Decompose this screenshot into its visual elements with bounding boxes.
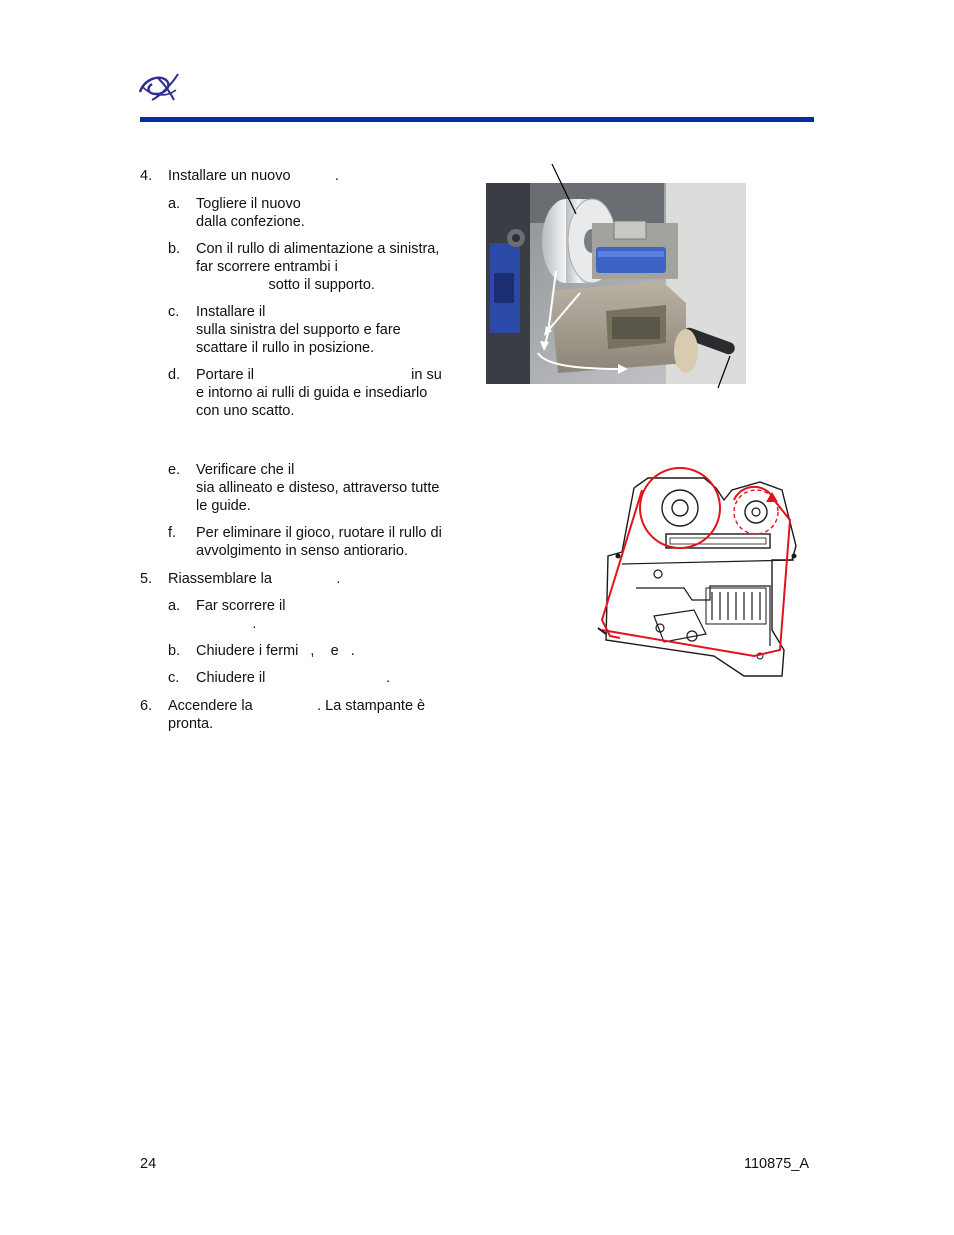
step-number: 5.: [140, 571, 153, 587]
printer-mechanism-photo: [486, 183, 746, 384]
substep-text: far scorrere entrambi i: [196, 259, 338, 275]
step-text: Riassemblare la .: [168, 571, 341, 587]
substep-text: Verificare che il: [196, 462, 295, 478]
substep-text: sotto il supporto.: [196, 277, 375, 293]
ribbon-path-diagram: [594, 460, 806, 682]
substep-letter: a.: [168, 598, 181, 614]
substep-letter: b.: [168, 241, 181, 257]
substep-text: avvolgimento in senso antiorario.: [196, 543, 408, 559]
page-number: 24: [140, 1156, 157, 1172]
substep-text: le guide.: [196, 498, 251, 514]
substep-text: Chiudere i fermi , e .: [196, 643, 355, 659]
step-text: Installare un nuovo .: [168, 168, 339, 184]
substep-text: Con il rullo di alimentazione a sinistra,: [196, 241, 440, 257]
substep-letter: e.: [168, 462, 181, 478]
substep-letter: c.: [168, 304, 180, 320]
document-code: 110875_A: [744, 1156, 810, 1172]
substep-text: Chiudere il .: [196, 670, 391, 686]
substep-text: Installare il: [196, 304, 266, 320]
step-number: 4.: [140, 168, 153, 184]
substep-text: sia allineato e disteso, attraverso tutte: [196, 480, 440, 496]
header-rule: [140, 117, 814, 122]
substep-letter: c.: [168, 670, 180, 686]
substep-text: scattare il rullo in posizione.: [196, 340, 375, 356]
step-text: pronta.: [168, 716, 214, 732]
step-text: Accendere la . La stampante è: [168, 698, 426, 714]
substep-text: e intorno ai rulli di guida e insediarlo: [196, 385, 428, 401]
substep-text: con uno scatto.: [196, 403, 295, 419]
substep-letter: f.: [168, 525, 177, 541]
step-number: 6.: [140, 698, 153, 714]
company-logo-icon: [136, 70, 182, 104]
substep-text: dalla confezione.: [196, 214, 305, 230]
substep-text: Togliere il nuovo: [196, 196, 301, 212]
substep-text: Far scorrere il: [196, 598, 286, 614]
substep-text: Portare il in su: [196, 367, 442, 383]
substep-text: Per eliminare il gioco, ruotare il rullo di: [196, 525, 442, 541]
substep-letter: a.: [168, 196, 181, 212]
substep-text: .: [196, 616, 257, 632]
substep-text: sulla sinistra del supporto e fare: [196, 322, 401, 338]
substep-letter: d.: [168, 367, 181, 383]
substep-letter: b.: [168, 643, 181, 659]
